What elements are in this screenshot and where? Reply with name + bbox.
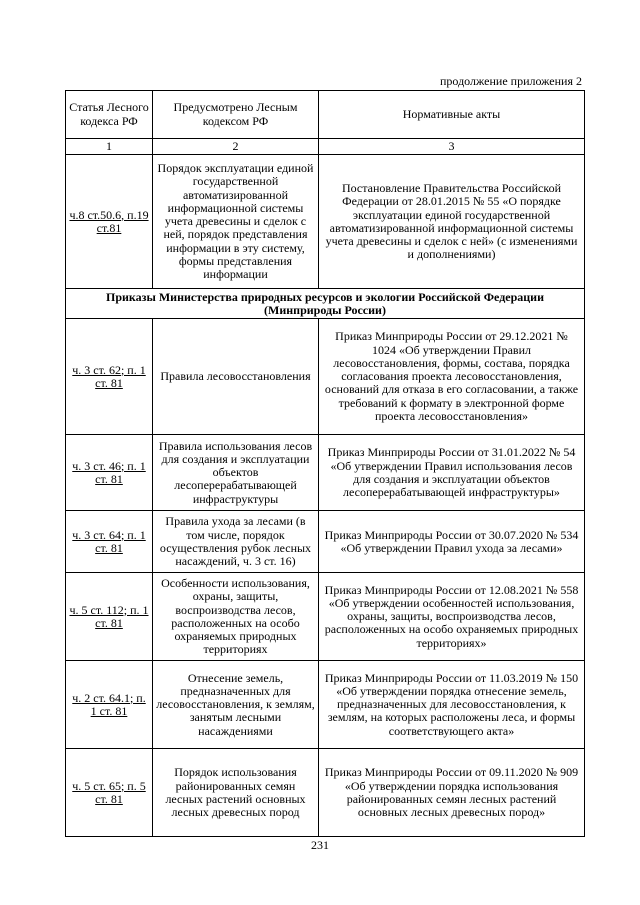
act-cell: Приказ Минприроды России от 31.01.2022 № 54 «Об утверждении Правил использования лесов для создания и эксплуатации объектов лесоперерабатывающей инфраструктуры» [319, 435, 585, 511]
table-row [66, 319, 585, 435]
table-row [66, 511, 585, 573]
table-row [66, 435, 585, 511]
article-cell: ч. 3 ст. 64; п. 1 ст. 81 [66, 511, 153, 573]
header-acts: Нормативные акты [319, 91, 585, 139]
regulations-table [65, 90, 585, 837]
article-cell: ч.8 ст.50.6, п.19 ст.81 [66, 155, 153, 289]
provision-cell: Правила ухода за лесами (в том числе, порядок осуществления рубок лесных насаждений, ч. 3 ст. 16) [153, 511, 319, 573]
act-cell: Приказ Минприроды России от 11.03.2019 № 150 «Об утверждении порядка отнесение земель, предназначенных для лесовосстановления, к землям, на которых расположены леса, и формы соответствующего акта» [319, 661, 585, 749]
act-cell: Постановление Правительства Российской Федерации от 28.01.2015 № 55 «О порядке эксплуатации единой государственной автоматизированной информационной системы учета древесины и сделок с ней» (с изменениями и дополнениями) [319, 155, 585, 289]
act-cell: Приказ Минприроды России от 09.11.2020 № 909 «Об утверждении порядка использования районированных семян лесных растений основных лесных древесных пород» [319, 749, 585, 837]
provision-cell: Правила лесовосстановления [153, 319, 319, 435]
page-number: 231 [311, 838, 329, 852]
column-numbers-row [66, 139, 585, 155]
column-number: 1 [66, 139, 153, 155]
article-cell: ч. 5 ст. 65; п. 5 ст. 81 [66, 749, 153, 837]
article-cell: ч. 5 ст. 112; п. 1 ст. 81 [66, 573, 153, 661]
table-row [66, 573, 585, 661]
continuation-note: продолжение приложения 2 [440, 74, 582, 88]
act-cell: Приказ Минприроды России от 12.08.2021 № 558 «Об утверждении особенностей использования, охраны, защиты, воспроизводства лесов, расположенных на особо охраняемых природных территориях» [319, 573, 585, 661]
provision-cell: Особенности использования, охраны, защиты, воспроизводства лесов, расположенных на особо охраняемых природных территориях [153, 573, 319, 661]
provision-cell: Порядок использования районированных семян лесных растений основных лесных древесных пород [153, 749, 319, 837]
header-row [66, 91, 585, 139]
table-row [66, 661, 585, 749]
provision-cell: Порядок эксплуатации единой государственной автоматизированной информационной системы учета древесины и сделок с ней, порядок представления информации в эту систему, формы представления информации [153, 155, 319, 289]
act-cell: Приказ Минприроды России от 29.12.2021 № 1024 «Об утверждении Правил лесовосстановления, формы, состава, порядка согласования проекта лесовосстановления, оснований для отказа в его согласовании, а также требований к формату в электронной форме проекта лесовосстановления» [319, 319, 585, 435]
header-provision: Предусмотрено Лесным кодексом РФ [153, 91, 319, 139]
table-row [66, 155, 585, 289]
provision-cell: Правила использования лесов для создания и эксплуатации объектов лесоперерабатывающей инфраструктуры [153, 435, 319, 511]
column-number: 3 [319, 139, 585, 155]
act-cell: Приказ Минприроды России от 30.07.2020 № 534 «Об утверждении Правил ухода за лесами» [319, 511, 585, 573]
table-row [66, 749, 585, 837]
article-cell: ч. 3 ст. 62; п. 1 ст. 81 [66, 319, 153, 435]
section-row [66, 289, 585, 319]
article-cell: ч. 2 ст. 64.1; п. 1 ст. 81 [66, 661, 153, 749]
column-number: 2 [153, 139, 319, 155]
section-title: Приказы Министерства природных ресурсов и экологии Российской Федерации (Минприроды России) [66, 289, 585, 319]
provision-cell: Отнесение земель, предназначенных для лесовосстановления, к землям, занятым лесными насаждениями [153, 661, 319, 749]
header-article: Статья Лесного кодекса РФ [66, 91, 153, 139]
article-cell: ч. 3 ст. 46; п. 1 ст. 81 [66, 435, 153, 511]
